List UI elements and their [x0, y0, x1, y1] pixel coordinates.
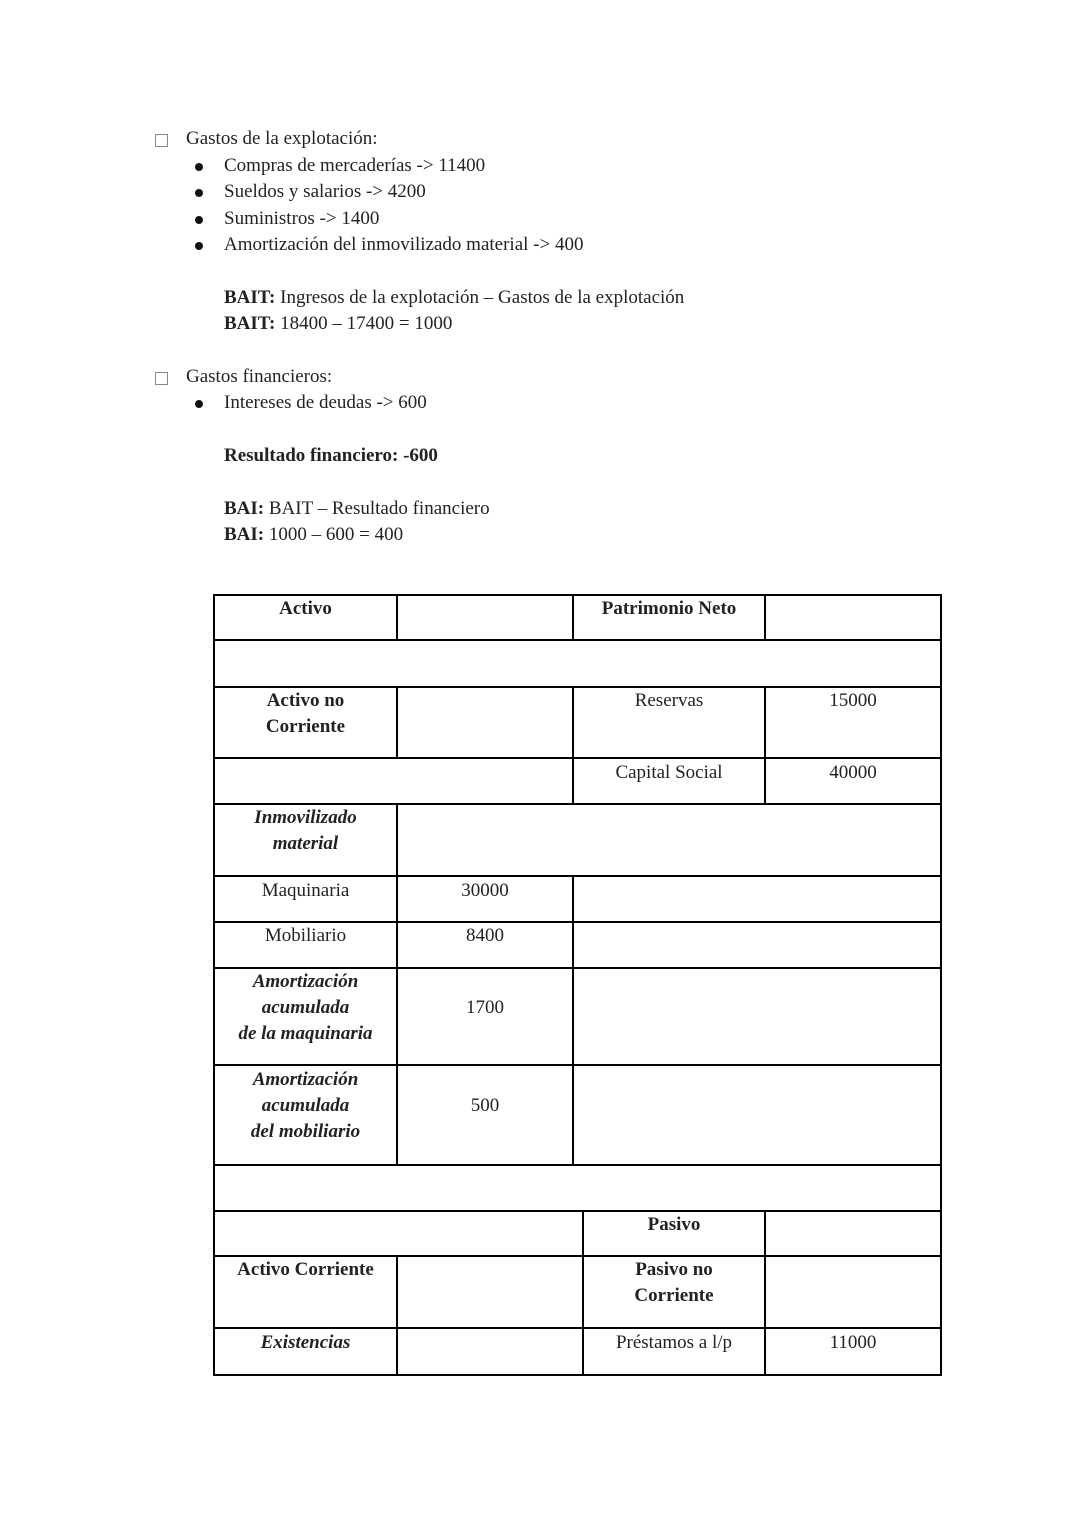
cell-amortizacion-maquinaria-value: 1700: [466, 997, 504, 1018]
heading-gastos-explotacion: Gastos de la explotación:: [186, 128, 378, 149]
cell-line: Inmovilizado: [254, 807, 357, 828]
list-item: Intereses de deudas -> 600: [224, 392, 427, 413]
cell-line: Corriente: [265, 716, 346, 737]
cell-pasivo-no-corriente: [584, 1257, 764, 1309]
table-rule: [213, 1374, 942, 1376]
bullet-icon: [195, 189, 203, 197]
cell-activo: Activo: [279, 598, 332, 619]
cell-inmovilizado-material: [215, 805, 396, 857]
formula-bait-definition: [224, 287, 684, 309]
cell-prestamos-value: 11000: [829, 1332, 877, 1353]
cell-pasivo: Pasivo: [647, 1214, 701, 1235]
table-rule: [213, 875, 942, 877]
formula-text: Ingresos de la explotación – Gastos de la explotación: [280, 287, 685, 308]
table-rule: [213, 1064, 942, 1066]
cell-line: Amortización: [252, 1069, 359, 1090]
cell-prestamos: Préstamos a l/p: [615, 1332, 733, 1353]
cell-capital-social-value: 40000: [829, 762, 877, 783]
cell-line: Pasivo no: [635, 1259, 713, 1280]
bullet-icon: [195, 163, 203, 171]
list-item: Amortización del inmovilizado material -> 400: [224, 234, 584, 255]
cell-line: del mobiliario: [250, 1121, 361, 1142]
cell-activo-corriente: Activo Corriente: [237, 1259, 374, 1280]
cell-mobiliario: Mobiliario: [264, 925, 347, 946]
table-rule: [396, 594, 398, 641]
cell-capital-social: Capital Social: [615, 762, 723, 783]
cell-line: Amortización: [252, 971, 359, 992]
cell-line: acumulada: [261, 1095, 350, 1116]
resultado-label: Resultado financiero:: [224, 445, 399, 466]
cell-maquinaria: Maquinaria: [261, 880, 350, 901]
table-rule: [396, 686, 398, 759]
cell-activo-no-corriente: [215, 688, 396, 740]
cell-amortizacion-mobiliario-value: 500: [470, 1095, 500, 1116]
bullet-icon: [195, 400, 203, 408]
cell-amortizacion-maquinaria: [215, 969, 396, 1047]
resultado-value: -600: [403, 445, 438, 466]
list-item: Compras de mercaderías -> 11400: [224, 155, 486, 176]
cell-mobiliario-value: 8400: [466, 925, 504, 946]
formula-label: BAIT:: [224, 287, 276, 308]
bullet-icon: [195, 216, 203, 224]
heading-gastos-financieros: Gastos financieros:: [186, 366, 333, 387]
formula-text: 18400 – 17400 = 1000: [280, 313, 453, 334]
cell-line: de la maquinaria: [238, 1023, 373, 1044]
table-rule: [764, 594, 766, 641]
formula-bai-calculation: [224, 524, 403, 546]
cell-amortizacion-mobiliario: [215, 1067, 396, 1145]
list-item: Sueldos y salarios -> 4200: [224, 181, 426, 202]
resultado-financiero: [224, 445, 438, 467]
cell-reservas: Reservas: [634, 690, 704, 711]
list-item: Suministros -> 1400: [224, 208, 380, 229]
table-rule: [213, 1210, 942, 1212]
formula-label: BAI:: [224, 524, 265, 545]
table-rule: [213, 639, 942, 641]
cell-maquinaria-value: 30000: [461, 880, 509, 901]
table-rule: [396, 1255, 398, 1376]
table-rule: [213, 1327, 942, 1329]
formula-bait-calculation: [224, 313, 452, 335]
table-rule: [213, 1164, 942, 1166]
cell-line: Activo no: [266, 690, 345, 711]
checkbox-gastos-explotacion[interactable]: [155, 134, 168, 147]
cell-line: acumulada: [261, 997, 350, 1018]
formula-bai-definition: [224, 498, 490, 520]
cell-existencias: Existencias: [260, 1332, 351, 1353]
formula-text: 1000 – 600 = 400: [268, 524, 404, 545]
cell-patrimonio-neto: Patrimonio Neto: [601, 598, 737, 619]
cell-line: Corriente: [634, 1285, 714, 1306]
cell-line: material: [272, 833, 339, 854]
table-rule: [940, 594, 942, 1376]
table-rule: [213, 757, 942, 759]
table-rule: [572, 875, 574, 1166]
bullet-icon: [195, 242, 203, 250]
formula-label: BAIT:: [224, 313, 276, 334]
cell-reservas-value: 15000: [829, 690, 877, 711]
formula-text: BAIT – Resultado financiero: [268, 498, 490, 519]
formula-label: BAI:: [224, 498, 265, 519]
checkbox-gastos-financieros[interactable]: [155, 372, 168, 385]
